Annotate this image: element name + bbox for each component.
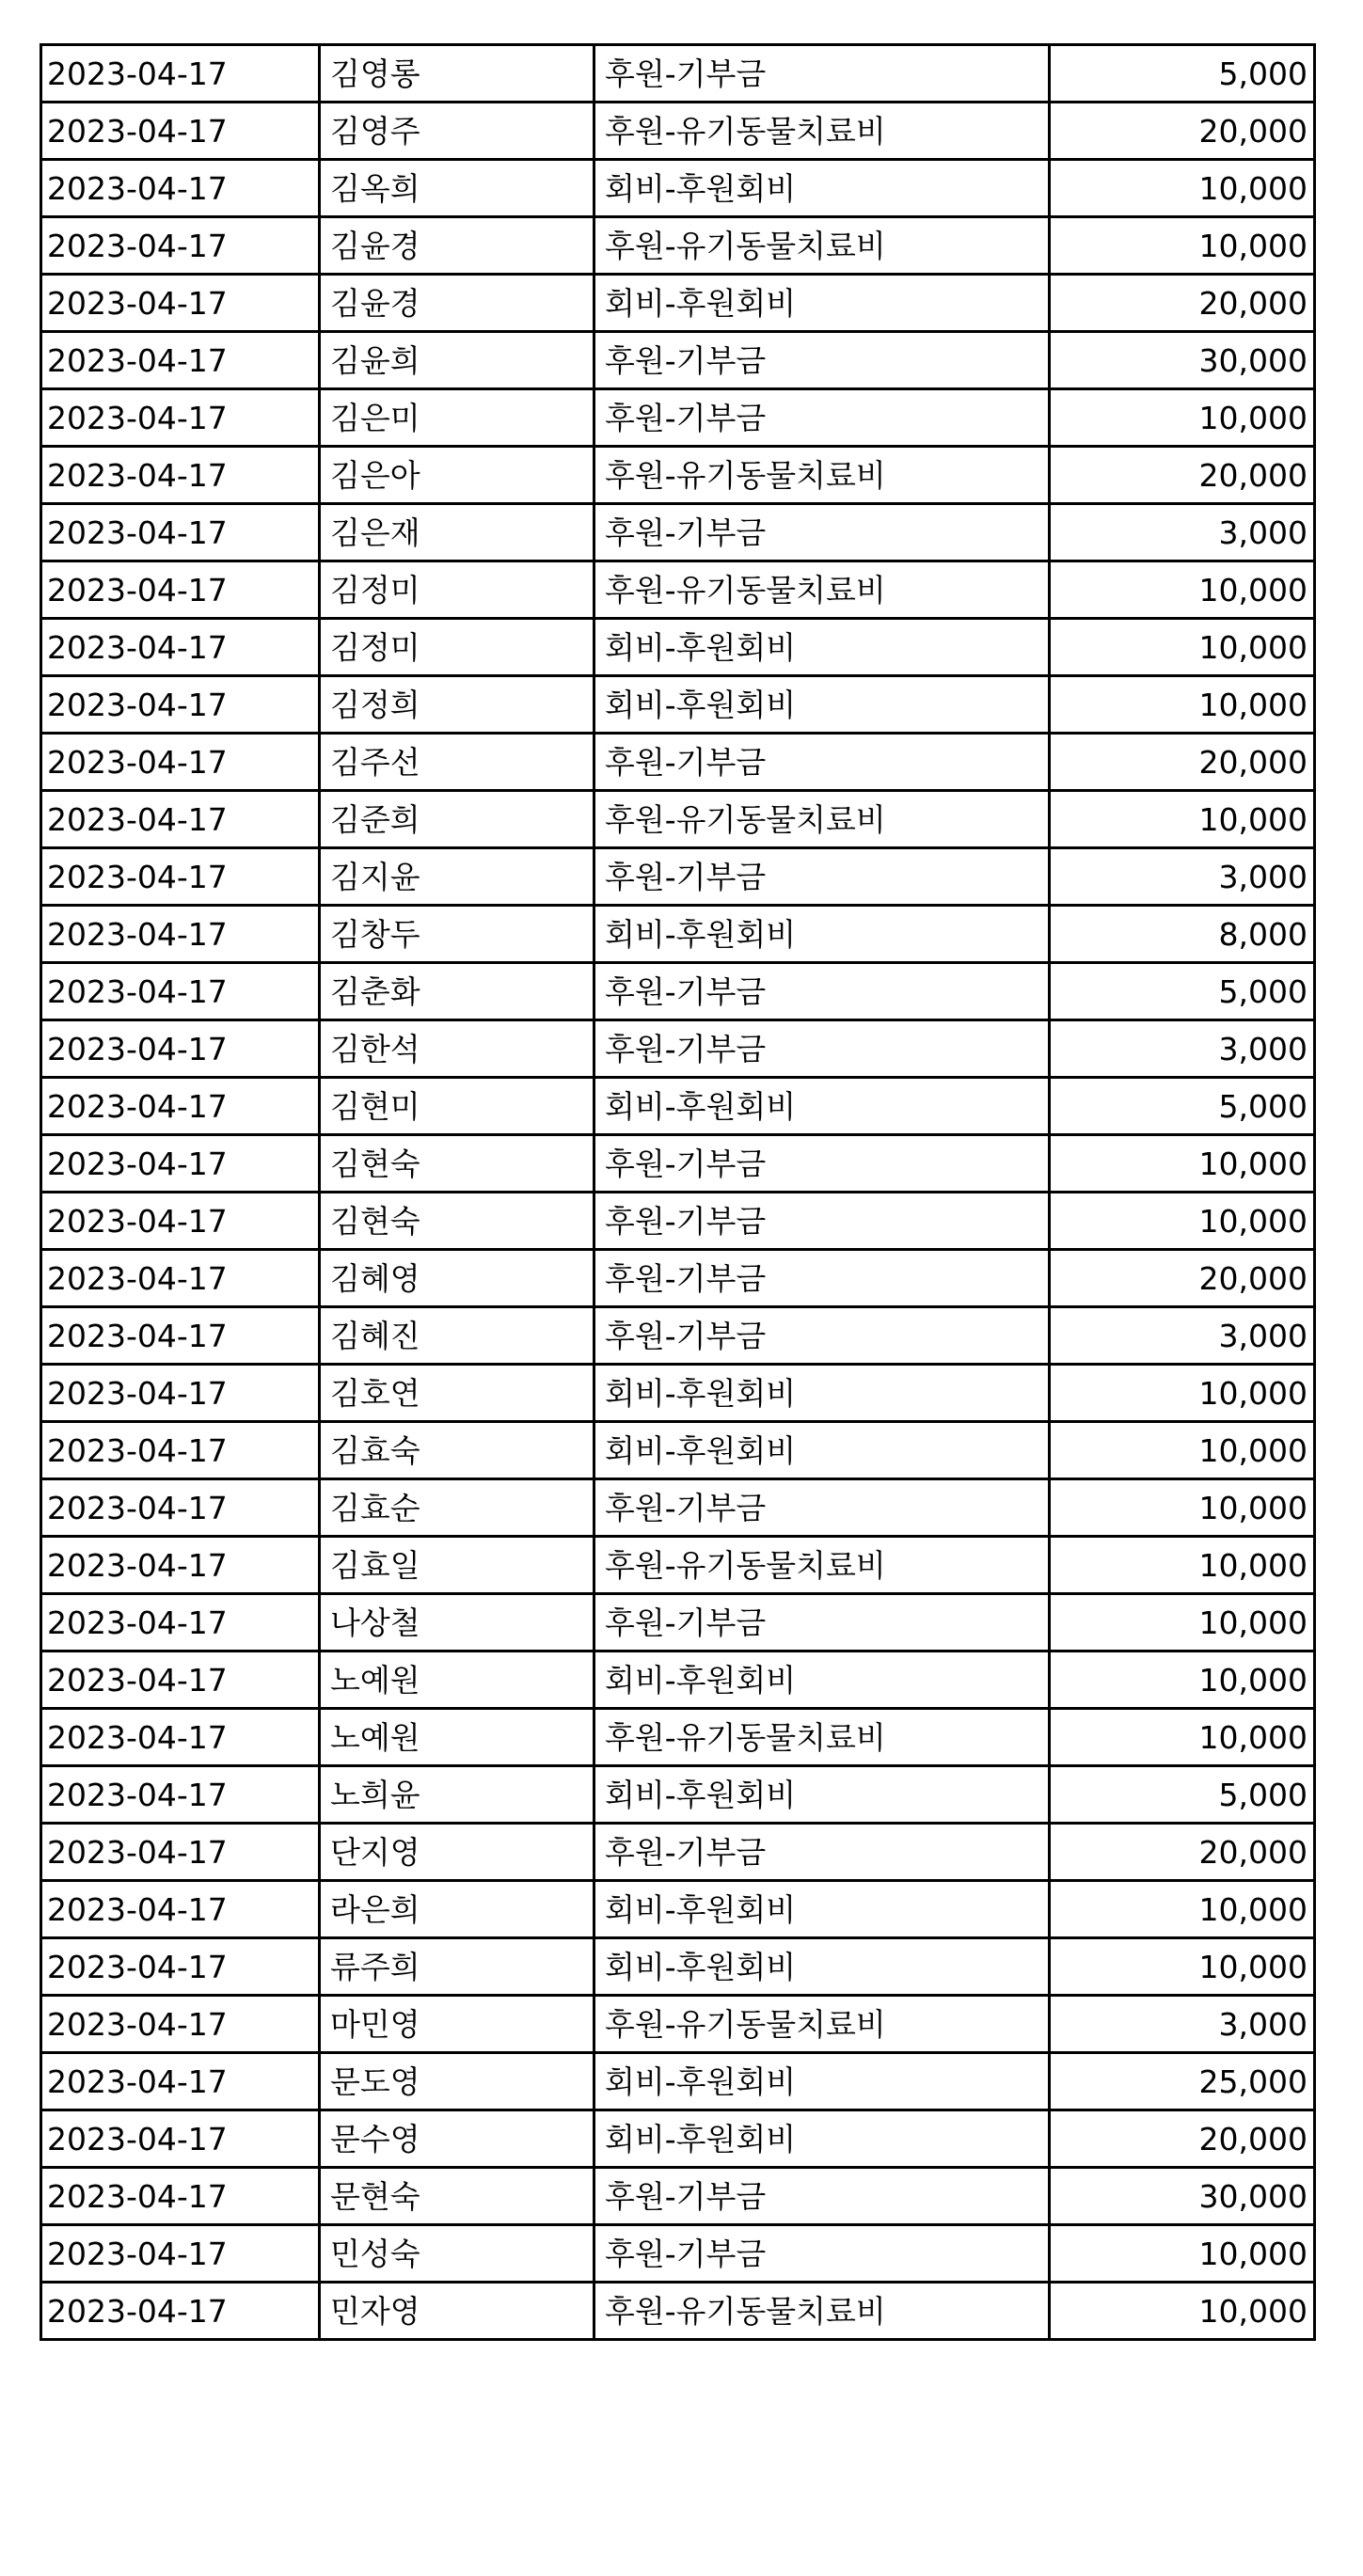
table-row [41, 1709, 1315, 1766]
table-row [41, 676, 1315, 734]
amount-cell: 30,000 [1050, 332, 1315, 389]
date-cell: 2023-04-17 [41, 1594, 320, 1651]
donor-name-cell: 김영주 [320, 103, 594, 160]
category-cell: 후원-기부금 [594, 2225, 1050, 2283]
date-cell: 2023-04-17 [41, 848, 320, 906]
category-cell: 회비-후원회비 [594, 676, 1050, 734]
donor-name-cell: 김영롱 [320, 45, 594, 103]
table-row [41, 619, 1315, 676]
amount-cell: 5,000 [1050, 1766, 1315, 1824]
amount-cell: 25,000 [1050, 2053, 1315, 2110]
category-cell: 후원-기부금 [594, 734, 1050, 791]
date-cell: 2023-04-17 [41, 734, 320, 791]
amount-cell: 10,000 [1050, 561, 1315, 619]
donor-name-cell: 김은아 [320, 447, 594, 504]
donor-name-cell: 김윤경 [320, 275, 594, 332]
amount-cell: 10,000 [1050, 389, 1315, 447]
amount-cell: 20,000 [1050, 1250, 1315, 1307]
date-cell: 2023-04-17 [41, 1135, 320, 1193]
amount-cell: 20,000 [1050, 103, 1315, 160]
date-cell: 2023-04-17 [41, 1020, 320, 1078]
table-row [41, 217, 1315, 275]
table-row [41, 906, 1315, 963]
date-cell: 2023-04-17 [41, 447, 320, 504]
table-row [41, 447, 1315, 504]
donor-name-cell: 김현미 [320, 1078, 594, 1135]
amount-cell: 10,000 [1050, 2283, 1315, 2340]
donation-ledger-table [40, 43, 1316, 2341]
category-cell: 회비-후원회비 [594, 1365, 1050, 1422]
category-cell: 회비-후원회비 [594, 1938, 1050, 1996]
donor-name-cell: 김효일 [320, 1537, 594, 1594]
amount-cell: 10,000 [1050, 791, 1315, 848]
amount-cell: 30,000 [1050, 2168, 1315, 2225]
donor-name-cell: 김윤희 [320, 332, 594, 389]
donor-name-cell: 김정미 [320, 561, 594, 619]
amount-cell: 20,000 [1050, 734, 1315, 791]
date-cell: 2023-04-17 [41, 676, 320, 734]
date-cell: 2023-04-17 [41, 791, 320, 848]
category-cell: 후원-기부금 [594, 1193, 1050, 1250]
date-cell: 2023-04-17 [41, 1307, 320, 1365]
donor-name-cell: 김혜영 [320, 1250, 594, 1307]
donor-name-cell: 마민영 [320, 1996, 594, 2053]
table-row [41, 1594, 1315, 1651]
date-cell: 2023-04-17 [41, 1651, 320, 1709]
date-cell: 2023-04-17 [41, 1078, 320, 1135]
donor-name-cell: 노희윤 [320, 1766, 594, 1824]
category-cell: 회비-후원회비 [594, 1422, 1050, 1479]
donor-name-cell: 민자영 [320, 2283, 594, 2340]
table-row [41, 103, 1315, 160]
donor-name-cell: 노예원 [320, 1709, 594, 1766]
table-row [41, 275, 1315, 332]
date-cell: 2023-04-17 [41, 1766, 320, 1824]
table-row [41, 1824, 1315, 1881]
category-cell: 후원-기부금 [594, 1594, 1050, 1651]
date-cell: 2023-04-17 [41, 2168, 320, 2225]
amount-cell: 10,000 [1050, 1651, 1315, 1709]
table-row [41, 160, 1315, 217]
table-row [41, 389, 1315, 447]
donor-name-cell: 노예원 [320, 1651, 594, 1709]
amount-cell: 10,000 [1050, 1709, 1315, 1766]
category-cell: 후원-기부금 [594, 1020, 1050, 1078]
donor-name-cell: 김창두 [320, 906, 594, 963]
date-cell: 2023-04-17 [41, 1996, 320, 2053]
category-cell: 회비-후원회비 [594, 275, 1050, 332]
table-row [41, 1365, 1315, 1422]
category-cell: 후원-유기동물치료비 [594, 561, 1050, 619]
donor-name-cell: 김윤경 [320, 217, 594, 275]
donor-name-cell: 김효순 [320, 1479, 594, 1537]
table-row [41, 1938, 1315, 1996]
donor-name-cell: 민성숙 [320, 2225, 594, 2283]
date-cell: 2023-04-17 [41, 332, 320, 389]
date-cell: 2023-04-17 [41, 1881, 320, 1938]
table-row [41, 1078, 1315, 1135]
donor-name-cell: 문현숙 [320, 2168, 594, 2225]
donor-name-cell: 김혜진 [320, 1307, 594, 1365]
table-row [41, 2168, 1315, 2225]
amount-cell: 3,000 [1050, 848, 1315, 906]
donor-name-cell: 김효숙 [320, 1422, 594, 1479]
category-cell: 회비-후원회비 [594, 2053, 1050, 2110]
amount-cell: 10,000 [1050, 2225, 1315, 2283]
date-cell: 2023-04-17 [41, 389, 320, 447]
amount-cell: 10,000 [1050, 1594, 1315, 1651]
date-cell: 2023-04-17 [41, 561, 320, 619]
date-cell: 2023-04-17 [41, 2283, 320, 2340]
donor-name-cell: 나상철 [320, 1594, 594, 1651]
category-cell: 후원-기부금 [594, 848, 1050, 906]
category-cell: 후원-기부금 [594, 1824, 1050, 1881]
table-row [41, 848, 1315, 906]
category-cell: 회비-후원회비 [594, 160, 1050, 217]
table-row [41, 2225, 1315, 2283]
amount-cell: 10,000 [1050, 1135, 1315, 1193]
date-cell: 2023-04-17 [41, 1537, 320, 1594]
amount-cell: 10,000 [1050, 1365, 1315, 1422]
donor-name-cell: 라은희 [320, 1881, 594, 1938]
category-cell: 후원-유기동물치료비 [594, 791, 1050, 848]
table-row [41, 1651, 1315, 1709]
donor-name-cell: 김옥희 [320, 160, 594, 217]
category-cell: 후원-유기동물치료비 [594, 103, 1050, 160]
amount-cell: 20,000 [1050, 275, 1315, 332]
category-cell: 후원-기부금 [594, 1250, 1050, 1307]
date-cell: 2023-04-17 [41, 103, 320, 160]
category-cell: 후원-기부금 [594, 1135, 1050, 1193]
amount-cell: 10,000 [1050, 1193, 1315, 1250]
amount-cell: 8,000 [1050, 906, 1315, 963]
category-cell: 후원-기부금 [594, 332, 1050, 389]
table-row [41, 504, 1315, 561]
donor-name-cell: 문도영 [320, 2053, 594, 2110]
amount-cell: 3,000 [1050, 1307, 1315, 1365]
category-cell: 후원-유기동물치료비 [594, 1709, 1050, 1766]
amount-cell: 3,000 [1050, 504, 1315, 561]
category-cell: 회비-후원회비 [594, 1766, 1050, 1824]
amount-cell: 3,000 [1050, 1020, 1315, 1078]
donor-name-cell: 류주희 [320, 1938, 594, 1996]
category-cell: 후원-기부금 [594, 963, 1050, 1020]
amount-cell: 20,000 [1050, 447, 1315, 504]
donor-name-cell: 김춘화 [320, 963, 594, 1020]
amount-cell: 10,000 [1050, 1537, 1315, 1594]
category-cell: 회비-후원회비 [594, 1651, 1050, 1709]
date-cell: 2023-04-17 [41, 217, 320, 275]
date-cell: 2023-04-17 [41, 619, 320, 676]
table-row [41, 2053, 1315, 2110]
table-row [41, 2283, 1315, 2340]
table-row [41, 1422, 1315, 1479]
donor-name-cell: 김한석 [320, 1020, 594, 1078]
donor-name-cell: 김정희 [320, 676, 594, 734]
table-row [41, 561, 1315, 619]
donor-name-cell: 김정미 [320, 619, 594, 676]
amount-cell: 10,000 [1050, 160, 1315, 217]
category-cell: 회비-후원회비 [594, 619, 1050, 676]
table-row [41, 1996, 1315, 2053]
table-row [41, 1250, 1315, 1307]
amount-cell: 20,000 [1050, 2110, 1315, 2168]
table-row [41, 1020, 1315, 1078]
table-row [41, 791, 1315, 848]
donor-name-cell: 김주선 [320, 734, 594, 791]
category-cell: 후원-유기동물치료비 [594, 1537, 1050, 1594]
table-row [41, 1479, 1315, 1537]
date-cell: 2023-04-17 [41, 1193, 320, 1250]
donor-name-cell: 김지윤 [320, 848, 594, 906]
date-cell: 2023-04-17 [41, 45, 320, 103]
category-cell: 후원-기부금 [594, 504, 1050, 561]
category-cell: 회비-후원회비 [594, 2110, 1050, 2168]
date-cell: 2023-04-17 [41, 1365, 320, 1422]
donor-name-cell: 김호연 [320, 1365, 594, 1422]
table-row [41, 1537, 1315, 1594]
date-cell: 2023-04-17 [41, 1479, 320, 1537]
category-cell: 후원-기부금 [594, 1479, 1050, 1537]
table-row [41, 1307, 1315, 1365]
date-cell: 2023-04-17 [41, 2110, 320, 2168]
table-row [41, 332, 1315, 389]
amount-cell: 20,000 [1050, 1824, 1315, 1881]
ledger-body [41, 45, 1315, 2340]
date-cell: 2023-04-17 [41, 275, 320, 332]
amount-cell: 10,000 [1050, 217, 1315, 275]
table-row [41, 734, 1315, 791]
donor-name-cell: 김은미 [320, 389, 594, 447]
table-row [41, 1135, 1315, 1193]
donor-name-cell: 김현숙 [320, 1135, 594, 1193]
amount-cell: 10,000 [1050, 1422, 1315, 1479]
amount-cell: 10,000 [1050, 619, 1315, 676]
date-cell: 2023-04-17 [41, 1709, 320, 1766]
date-cell: 2023-04-17 [41, 2053, 320, 2110]
category-cell: 후원-유기동물치료비 [594, 1996, 1050, 2053]
amount-cell: 5,000 [1050, 45, 1315, 103]
category-cell: 후원-유기동물치료비 [594, 2283, 1050, 2340]
category-cell: 후원-기부금 [594, 389, 1050, 447]
table-row [41, 2110, 1315, 2168]
donor-name-cell: 김은재 [320, 504, 594, 561]
donor-name-cell: 김준희 [320, 791, 594, 848]
date-cell: 2023-04-17 [41, 160, 320, 217]
amount-cell: 10,000 [1050, 1479, 1315, 1537]
date-cell: 2023-04-17 [41, 1422, 320, 1479]
category-cell: 후원-유기동물치료비 [594, 217, 1050, 275]
amount-cell: 10,000 [1050, 676, 1315, 734]
table-row [41, 1881, 1315, 1938]
table-row [41, 963, 1315, 1020]
amount-cell: 10,000 [1050, 1938, 1315, 1996]
amount-cell: 5,000 [1050, 963, 1315, 1020]
date-cell: 2023-04-17 [41, 1824, 320, 1881]
donor-name-cell: 문수영 [320, 2110, 594, 2168]
date-cell: 2023-04-17 [41, 963, 320, 1020]
category-cell: 후원-유기동물치료비 [594, 447, 1050, 504]
category-cell: 회비-후원회비 [594, 906, 1050, 963]
category-cell: 후원-기부금 [594, 1307, 1050, 1365]
table-row [41, 1766, 1315, 1824]
amount-cell: 3,000 [1050, 1996, 1315, 2053]
amount-cell: 5,000 [1050, 1078, 1315, 1135]
table-row [41, 1193, 1315, 1250]
table-row [41, 45, 1315, 103]
date-cell: 2023-04-17 [41, 906, 320, 963]
donor-name-cell: 단지영 [320, 1824, 594, 1881]
category-cell: 회비-후원회비 [594, 1078, 1050, 1135]
category-cell: 후원-기부금 [594, 45, 1050, 103]
date-cell: 2023-04-17 [41, 1250, 320, 1307]
amount-cell: 10,000 [1050, 1881, 1315, 1938]
date-cell: 2023-04-17 [41, 1938, 320, 1996]
donor-name-cell: 김현숙 [320, 1193, 594, 1250]
date-cell: 2023-04-17 [41, 504, 320, 561]
category-cell: 회비-후원회비 [594, 1881, 1050, 1938]
category-cell: 후원-기부금 [594, 2168, 1050, 2225]
date-cell: 2023-04-17 [41, 2225, 320, 2283]
